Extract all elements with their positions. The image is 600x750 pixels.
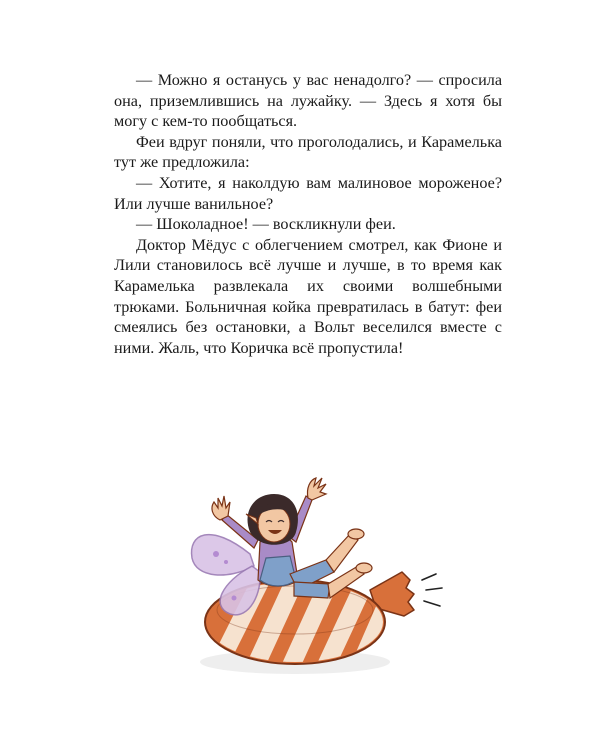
paragraph: Доктор Мёдус с облегчением смотрел, как Фионе и Лили становилось всё лучше и лучше, в то время как Карамелька развлекала их своими волшебными трюками. Больничная койка превратилась в батут: феи смеялись без остановки, а Вольт веселился вместе с ними. Жаль, что Коричка всё пропустила!	[114, 235, 502, 357]
paragraph: — Шоколадное! — воскликнули феи.	[136, 215, 396, 234]
motion-lines	[422, 574, 442, 606]
paragraph: — Хотите, я наколдую вам малиновое мороженое? Или лучше ванильное?	[114, 173, 502, 213]
fairy-wings	[192, 535, 261, 615]
paragraph: Феи вдруг поняли, что проголодались, и Карамелька тут же предложила:	[114, 132, 502, 172]
story-text	[114, 70, 502, 358]
fairy-overalls	[260, 556, 296, 586]
fairy-on-candy-image	[170, 462, 460, 682]
paragraph: — Можно я останусь у вас ненадолго? — спросила она, приземлившись на лужайку. — Здесь я хотя бы могу с кем-то пообщаться.	[114, 71, 502, 131]
fairy-illustration	[170, 462, 460, 682]
fairy-legs	[290, 529, 372, 598]
